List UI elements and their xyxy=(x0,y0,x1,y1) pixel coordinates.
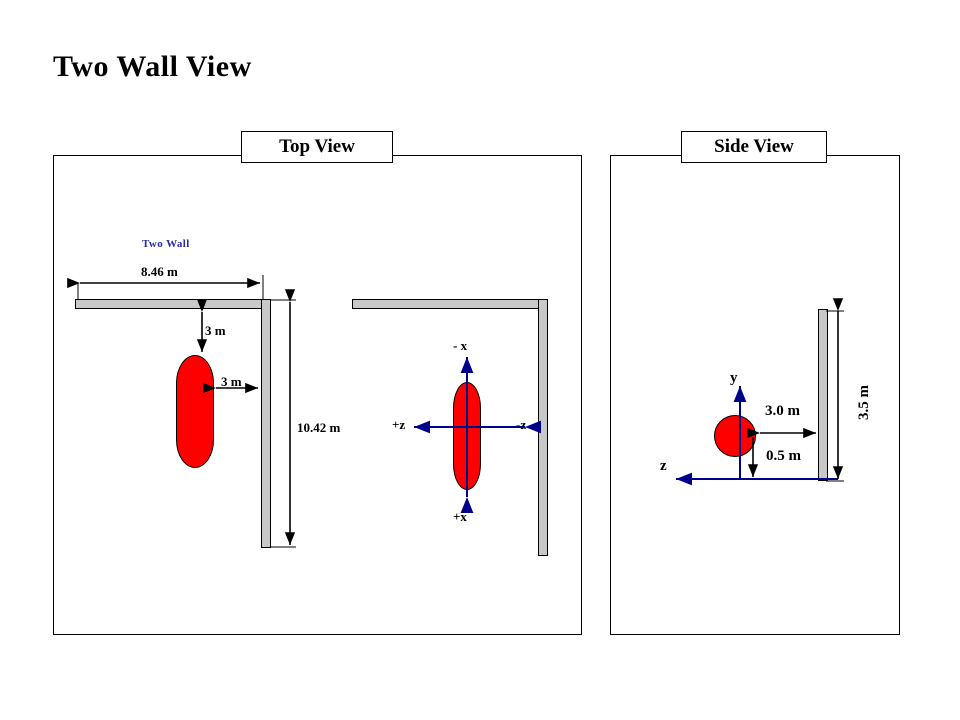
axis-plus-x-label: +x xyxy=(453,509,467,524)
top-view-left-cylinder xyxy=(176,355,214,468)
side-view-axis-z-label: z xyxy=(660,458,667,474)
top-view-annotation-label: Two Wall xyxy=(142,238,190,250)
top-view-left-vertical-wall xyxy=(261,299,271,548)
panel-label-top-view: Top View xyxy=(241,131,393,163)
dim-wall-height-label: 10.42 m xyxy=(297,420,341,435)
dim-wall-length-label: 8.46 m xyxy=(141,264,178,279)
panel-top-view xyxy=(53,155,582,635)
side-view-cylinder xyxy=(714,415,756,457)
top-view-left-horizontal-wall xyxy=(75,299,264,309)
side-view-wall xyxy=(818,309,828,481)
side-view-dim-wall-distance-label: 3.0 m xyxy=(765,403,800,419)
axis-plus-z-label: +z xyxy=(392,417,406,432)
side-view-dim-wall-height-label: 3.5 m xyxy=(856,385,872,420)
axis-minus-x-label: - x xyxy=(453,338,468,353)
side-view-axis-y-label: y xyxy=(730,370,738,386)
dim-cyl-to-top-wall-label: 3 m xyxy=(205,323,226,338)
dim-cyl-to-side-wall-label: 3 m xyxy=(221,374,242,389)
top-view-right-vertical-wall xyxy=(538,299,548,556)
axis-minus-z-label: -z xyxy=(516,417,527,432)
panel-label-side-view: Side View xyxy=(681,131,827,163)
side-view-dim-offset-label: 0.5 m xyxy=(766,448,801,464)
top-view-right-cylinder xyxy=(453,382,481,490)
top-view-right-horizontal-wall xyxy=(352,299,541,309)
page-title: Two Wall View xyxy=(53,50,252,83)
